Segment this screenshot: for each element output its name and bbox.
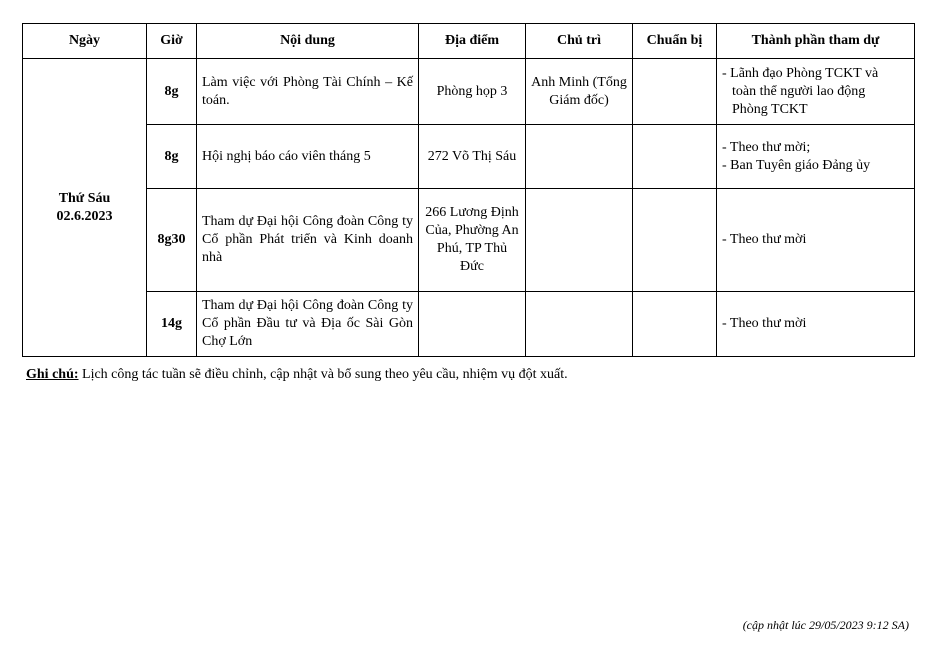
day-cell bbox=[23, 59, 147, 357]
table-row bbox=[23, 59, 915, 125]
content-cell: Tham dự Đại hội Công đoàn Công ty Cổ phần Phát triển và Kinh doanh nhà bbox=[197, 189, 419, 292]
header-time: Giờ bbox=[147, 24, 197, 59]
table-row bbox=[23, 125, 915, 189]
note bbox=[26, 367, 568, 383]
prep-cell bbox=[633, 125, 717, 189]
content-cell: Làm việc với Phòng Tài Chính – Kế toán. bbox=[197, 59, 419, 125]
note-text: Lịch công tác tuần sẽ điều chỉnh, cập nhật và bổ sung theo yêu cầu, nhiệm vụ đột xuất. bbox=[78, 367, 568, 382]
attendee-line: toàn thể người lao động bbox=[732, 83, 866, 99]
host-cell bbox=[526, 189, 633, 292]
schedule-table bbox=[22, 23, 915, 357]
content-cell: Hội nghị báo cáo viên tháng 5 bbox=[197, 125, 419, 189]
time-cell: 8g bbox=[147, 125, 197, 189]
header-place: Địa điểm bbox=[419, 24, 526, 59]
table-row bbox=[23, 292, 915, 357]
updated-timestamp: (cập nhật lúc 29/05/2023 9:12 SA) bbox=[742, 618, 909, 632]
place-cell: 272 Võ Thị Sáu bbox=[419, 125, 526, 189]
host-cell: Anh Minh (Tổng Giám đốc) bbox=[526, 59, 633, 125]
header-day: Ngày bbox=[23, 24, 147, 59]
header-prep: Chuẩn bị bbox=[633, 24, 717, 59]
note-label: Ghi chú: bbox=[26, 367, 79, 382]
attendees-cell bbox=[717, 292, 915, 357]
host-cell bbox=[526, 292, 633, 357]
attendee-line: - Theo thư mời bbox=[722, 232, 807, 247]
day-label-line2: 02.6.2023 bbox=[56, 208, 113, 224]
attendee-line: - Theo thư mời; bbox=[722, 139, 811, 155]
attendee-line: - Ban Tuyên giáo Đảng ủy bbox=[722, 157, 871, 173]
attendee-line: - Lãnh đạo Phòng TCKT và bbox=[722, 65, 879, 81]
content-cell: Tham dự Đại hội Công đoàn Công ty Cổ phần Đầu tư và Địa ốc Sài Gòn Chợ Lớn bbox=[197, 292, 419, 357]
time-cell: 8g30 bbox=[147, 189, 197, 292]
attendees-cell bbox=[717, 189, 915, 292]
header-attendees: Thành phần tham dự bbox=[717, 24, 915, 59]
attendee-line: - Theo thư mời bbox=[722, 316, 807, 331]
place-cell: Phòng họp 3 bbox=[419, 59, 526, 125]
place-cell bbox=[419, 292, 526, 357]
prep-cell bbox=[633, 292, 717, 357]
place-cell: 266 Lương Định Của, Phường An Phú, TP Thủ Đức bbox=[419, 189, 526, 292]
table-row bbox=[23, 189, 915, 292]
host-cell bbox=[526, 125, 633, 189]
attendee-line: Phòng TCKT bbox=[732, 101, 808, 117]
day-label-line1: Thứ Sáu bbox=[58, 190, 111, 206]
header-row bbox=[23, 24, 915, 59]
time-cell: 8g bbox=[147, 59, 197, 125]
header-content: Nội dung bbox=[197, 24, 419, 59]
time-cell: 14g bbox=[147, 292, 197, 357]
header-host: Chủ trì bbox=[526, 24, 633, 59]
attendees-cell bbox=[717, 59, 915, 125]
prep-cell bbox=[633, 189, 717, 292]
prep-cell bbox=[633, 59, 717, 125]
attendees-cell bbox=[717, 125, 915, 189]
